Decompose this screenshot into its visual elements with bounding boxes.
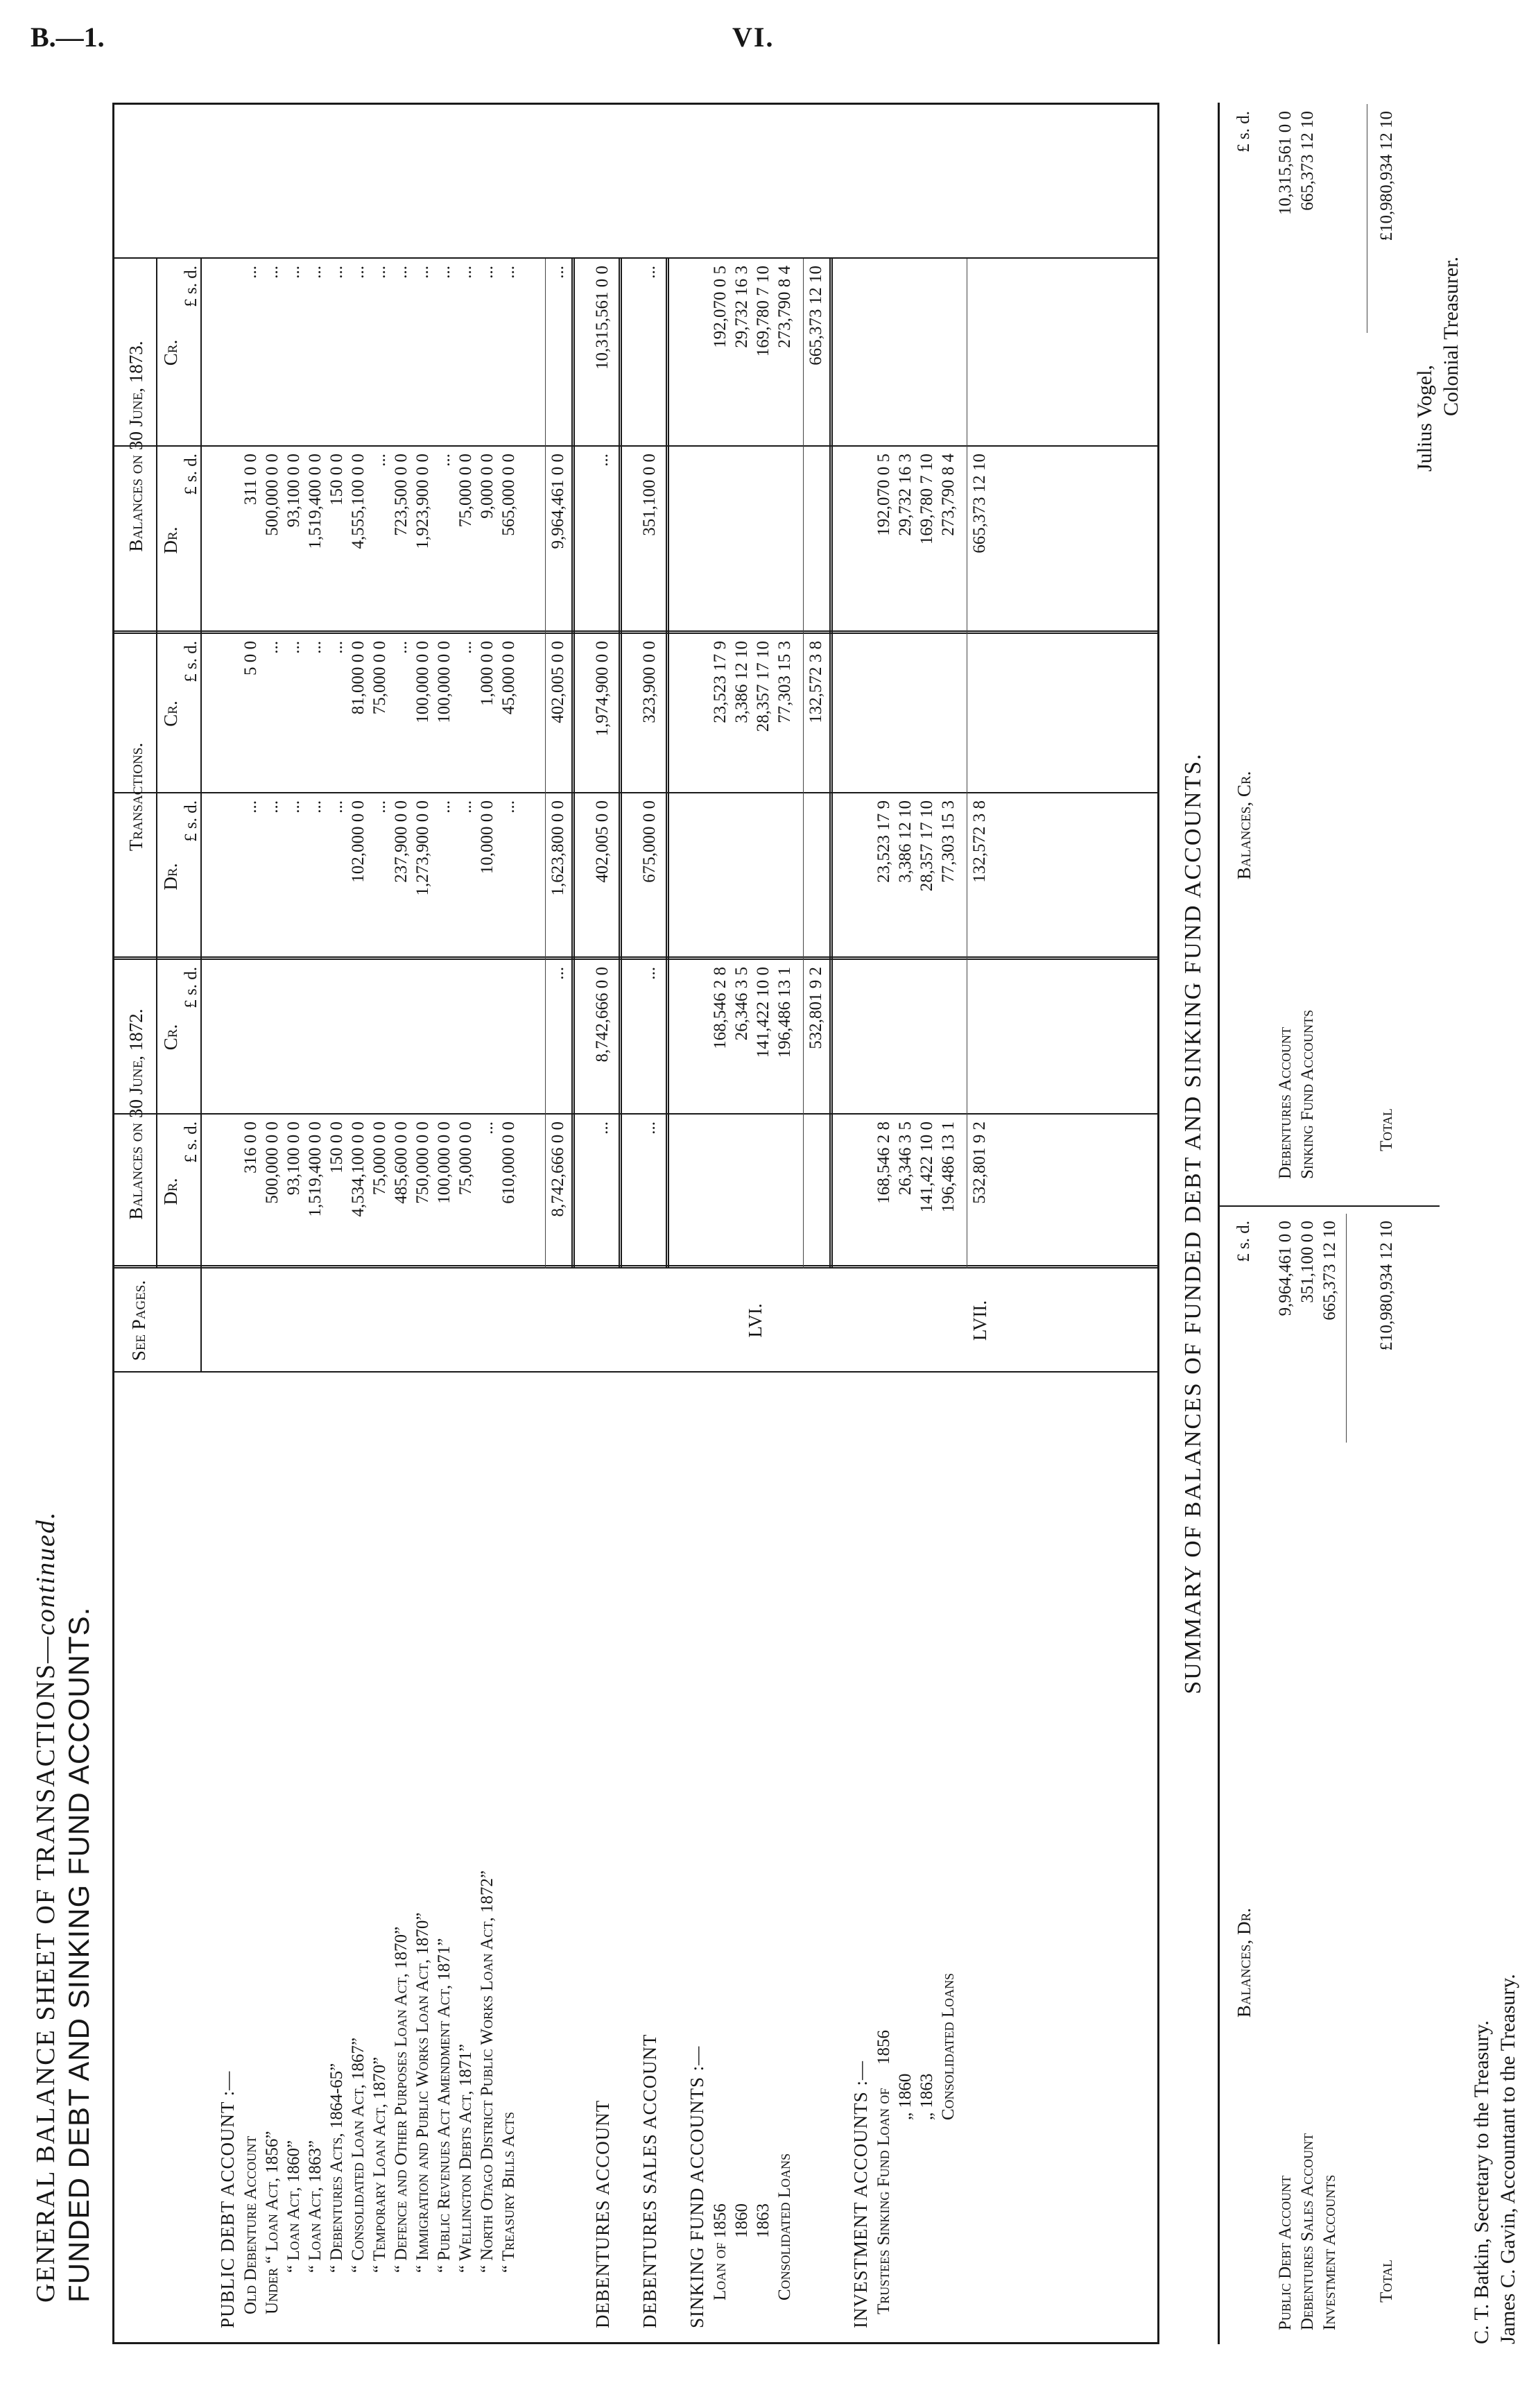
public-debt-1872-dr: 750,000 0 0 (413, 1121, 432, 1204)
sinking-1872-cr: 26,346 3 5 (732, 967, 751, 1041)
rule-public-debt-total (545, 259, 546, 1268)
debentures-account-b73dr: ... (593, 454, 612, 467)
public-debt-total-1872-cr: ... (549, 967, 567, 980)
public-debt-row-label: “ Treasury Bills Acts (499, 2111, 518, 2273)
header-lsd: £ s. d. (182, 454, 200, 495)
public-debt-row-label: “ North Otago District Public Works Loan Act, 1872” (478, 1870, 496, 2273)
header-lsd: £ s. d. (182, 1121, 200, 1163)
public-debt-trans-dr: ... (435, 800, 454, 814)
public-debt-row-label: “ Wellington Debts Act, 1871” (456, 2044, 475, 2273)
summary-cr-heading: Balances, Cr. (1234, 771, 1254, 880)
public-debt-1873-dr: 93,100 0 0 (284, 454, 303, 528)
public-debt-1873-cr: ... (327, 266, 346, 279)
public-debt-1872-dr: 75,000 0 0 (370, 1121, 389, 1196)
public-debt-1872-dr: 4,534,100 0 0 (349, 1121, 368, 1217)
public-debt-trans-cr: 75,000 0 0 (370, 641, 389, 715)
public-debt-1873-dr: 9,000 0 0 (478, 454, 496, 519)
debentures-account-b72cr: 8,742,666 0 0 (593, 967, 612, 1063)
header-transactions: Transactions. (126, 742, 146, 852)
public-debt-trans-dr: ... (284, 800, 303, 814)
summary-cr-lsd: £ s. d. (1234, 111, 1253, 153)
sinking-1872-cr: 141,422 10 0 (754, 967, 772, 1058)
sinking-total-trans-cr: 132,572 3 8 (806, 641, 825, 723)
investment-trans-dr: 3,386 12 10 (896, 800, 915, 883)
public-debt-trans-dr: ... (263, 800, 282, 814)
sinking-row-label: 1860 (732, 2203, 751, 2238)
investment-total-1873-dr: 665,373 12 10 (970, 454, 989, 553)
rule-sinking-end (829, 259, 833, 1268)
rotated-balance-sheet (28, 55, 1519, 2344)
investment-1872-dr: 168,546 2 8 (874, 1121, 893, 1204)
public-debt-1873-dr: 1,519,400 0 0 (306, 454, 325, 549)
public-debt-1872-dr: 500,000 0 0 (263, 1121, 282, 1204)
investment-trans-dr: 23,523 17 9 (874, 800, 893, 883)
header-cr: Cr. (160, 339, 181, 366)
debentures-account-tdr: 402,005 0 0 (593, 800, 612, 883)
sheet-title: GENERAL BALANCE SHEET OF TRANSACTIONS—continued. (31, 1511, 60, 2303)
public-debt-row-label: “ Public Revenues Act Amendment Act, 1871” (435, 1938, 454, 2273)
public-debt-1872-dr: 150 0 0 (327, 1121, 346, 1173)
public-debt-trans-dr: ... (499, 800, 518, 814)
sinking-fund-heading: SINKING FUND ACCOUNTS :— (686, 2045, 707, 2328)
col-rule-1872-cr (114, 1113, 1157, 1115)
summary-cr-total: £10,980,934 12 10 (1377, 111, 1396, 241)
public-debt-1873-dr: 723,500 0 0 (392, 454, 411, 536)
public-debt-1873-cr: ... (370, 266, 389, 279)
public-debt-1873-cr: ... (413, 266, 432, 279)
public-debt-total-1873-dr: 9,964,461 0 0 (549, 454, 567, 549)
sinking-total-1872-cr: 532,801 9 2 (806, 967, 825, 1049)
public-debt-total-1872-dr: 8,742,666 0 0 (549, 1121, 567, 1217)
summary-cr-value: 665,373 12 10 (1298, 111, 1317, 211)
header-lsd: £ s. d. (182, 641, 200, 682)
public-debt-1873-cr: ... (456, 266, 475, 279)
investment-trans-dr: 28,357 17 10 (917, 800, 936, 892)
summary-dr-value: 665,373 12 10 (1320, 1221, 1339, 1321)
investment-1873-dr: 29,732 16 3 (896, 454, 915, 536)
public-debt-1872-dr: 610,000 0 0 (499, 1121, 518, 1204)
public-debt-trans-dr: ... (456, 800, 475, 814)
sinking-1873-cr: 29,732 16 3 (732, 266, 751, 348)
public-debt-1873-cr: ... (306, 266, 325, 279)
page-code: B.—1. (31, 22, 105, 53)
header-dr: Dr. (160, 526, 181, 554)
sinking-row-label: Consolidated Loans (775, 2153, 794, 2300)
summary-cr-value: 10,315,561 0 0 (1276, 111, 1295, 215)
public-debt-1872-dr: 316 0 0 (241, 1121, 260, 1173)
col-rule-see-pages (114, 1371, 1157, 1373)
public-debt-trans-dr: ... (327, 800, 346, 814)
public-debt-trans-dr: 1,273,900 0 0 (413, 800, 432, 896)
header-cr: Cr. (160, 1024, 181, 1051)
public-debt-row-label: “ Consolidated Loan Act, 1867” (349, 2037, 368, 2273)
rule-debentures-end (619, 259, 622, 1268)
public-debt-trans-cr: ... (284, 641, 303, 654)
debentures-sales-account-tcr: 323,900 0 0 (640, 641, 659, 723)
summary-dr-value: 9,964,461 0 0 (1276, 1221, 1295, 1316)
investment-trans-dr: 77,303 15 3 (939, 800, 958, 883)
public-debt-total-1873-cr: ... (549, 266, 567, 279)
sinking-1872-cr: 168,546 2 8 (711, 967, 729, 1049)
signature-vogel: Julius Vogel, (1413, 365, 1436, 472)
public-debt-1873-cr: ... (263, 266, 282, 279)
sinking-1873-cr: 192,070 0 5 (711, 266, 729, 348)
investment-row-label: „ 1863 (917, 2073, 936, 2120)
public-debt-total-trans-dr: 1,623,800 0 0 (549, 800, 567, 896)
investment-1872-dr: 141,422 10 0 (917, 1121, 936, 1213)
public-debt-1873-dr: ... (435, 454, 454, 467)
sinking-trans-cr: 3,386 12 10 (732, 641, 751, 723)
public-debt-trans-cr: ... (456, 641, 475, 654)
debentures-sales-account-label: DEBENTURES SALES ACCOUNT (639, 2033, 660, 2328)
public-debt-trans-dr: ... (241, 800, 260, 814)
header-lsd: £ s. d. (182, 800, 200, 842)
public-debt-1873-cr: ... (241, 266, 260, 279)
public-debt-trans-cr: ... (263, 641, 282, 654)
sinking-1872-cr: 196,486 13 1 (775, 967, 794, 1058)
public-debt-1873-dr: 1,923,900 0 0 (413, 454, 432, 549)
header-cr: Cr. (160, 700, 181, 727)
header-balances-1872: Balances on 30 June, 1872. (126, 1008, 146, 1220)
public-debt-1873-cr: ... (349, 266, 368, 279)
public-debt-1873-dr: 500,000 0 0 (263, 454, 282, 536)
summary-dr-label: Investment Accounts (1320, 2174, 1339, 2330)
summary-dr-total: £10,980,934 12 10 (1377, 1221, 1396, 1351)
investment-1872-dr: 196,486 13 1 (939, 1121, 958, 1213)
investment-see-page: LVII. (969, 1300, 990, 1341)
debentures-sales-account-b73dr: 351,100 0 0 (640, 454, 659, 536)
investment-total-1872-dr: 532,801 9 2 (970, 1121, 989, 1204)
public-debt-1872-dr: 93,100 0 0 (284, 1121, 303, 1196)
public-debt-1873-dr: 150 0 0 (327, 454, 346, 506)
public-debt-trans-cr: 45,000 0 0 (499, 641, 518, 715)
public-debt-1873-cr: ... (284, 266, 303, 279)
sinking-total-1873-cr: 665,373 12 10 (806, 266, 825, 366)
debentures-sales-account-tdr: 675,000 0 0 (640, 800, 659, 883)
debentures-sales-account-b72cr: ... (640, 967, 659, 980)
investment-1873-dr: 192,070 0 5 (874, 454, 893, 536)
public-debt-trans-dr: 237,900 0 0 (392, 800, 411, 883)
public-debt-1873-dr: 4,555,100 0 0 (349, 454, 368, 549)
header-see-pages: See Pages. (128, 1280, 149, 1361)
public-debt-row-label: “ Temporary Loan Act, 1870” (370, 2056, 389, 2273)
investment-heading: INVESTMENT ACCOUNTS :— (850, 2060, 871, 2328)
public-debt-trans-cr: ... (392, 641, 411, 654)
debentures-account-tcr: 1,974,900 0 0 (593, 641, 612, 737)
page-number: VI. (732, 22, 775, 53)
signature-batkin: C. T. Batkin, Secretary to the Treasury. (1470, 2020, 1493, 2344)
public-debt-1873-cr: ... (478, 266, 496, 279)
investment-total-trans-dr: 132,572 3 8 (970, 800, 989, 883)
balance-table (112, 103, 1159, 2344)
signature-vogel-title: Colonial Treasurer. (1440, 257, 1462, 416)
header-lsd: £ s. d. (182, 266, 200, 307)
public-debt-row-label: “ Debentures Acts, 1864-65” (327, 2063, 346, 2273)
public-debt-trans-cr: ... (306, 641, 325, 654)
investment-1873-dr: 169,780 7 10 (917, 454, 936, 545)
public-debt-total-trans-cr: 402,005 0 0 (549, 641, 567, 723)
investment-1872-dr: 26,346 3 5 (896, 1121, 915, 1196)
public-debt-row-label: “ Loan Act, 1863” (306, 2140, 325, 2273)
summary-table (1218, 103, 1440, 2344)
public-debt-trans-cr: 1,000 0 0 (478, 641, 496, 706)
rule-sinking-total (803, 259, 804, 1268)
col-rule-balances-1873 (114, 630, 1157, 634)
summary-dr-total-label: Total (1377, 2260, 1396, 2303)
investment-sub: Trustees Sinking Fund Loan of (874, 2088, 893, 2314)
public-debt-trans-dr: 10,000 0 0 (478, 800, 496, 875)
public-debt-row-label: Old Debenture Account (241, 2135, 260, 2314)
investment-row-label: Consolidated Loans (939, 1972, 958, 2120)
sinking-trans-cr: 77,303 15 3 (775, 641, 794, 723)
public-debt-row-label: “ Loan Act, 1860” (284, 2140, 303, 2273)
sinking-see-page: LVI. (745, 1303, 766, 1338)
summary-dr-heading: Balances, Dr. (1234, 1907, 1254, 2018)
public-debt-trans-dr: ... (370, 800, 389, 814)
header-lsd: £ s. d. (182, 967, 200, 1008)
summary-dr-rule (1346, 1214, 1347, 1443)
rule-public-debt-end (571, 259, 575, 1268)
sinking-row-label: Loan of 1856 (711, 2203, 729, 2300)
public-debt-trans-cr: 100,000 0 0 (413, 641, 432, 723)
public-debt-1872-dr: 485,600 0 0 (392, 1121, 411, 1204)
sinking-trans-cr: 28,357 17 10 (754, 641, 772, 732)
summary-dr-lsd: £ s. d. (1234, 1221, 1253, 1262)
public-debt-1872-dr: 75,000 0 0 (456, 1121, 475, 1196)
public-debt-1873-cr: ... (499, 266, 518, 279)
header-dr: Dr. (160, 1178, 181, 1205)
public-debt-1872-dr: 100,000 0 0 (435, 1121, 454, 1204)
header-dr: Dr. (160, 863, 181, 891)
public-debt-1873-dr: 565,000 0 0 (499, 454, 518, 536)
summary-cr-total-label: Total (1377, 1108, 1396, 1151)
public-debt-heading: PUBLIC DEBT ACCOUNT :— (217, 2070, 238, 2328)
public-debt-trans-cr: 5 0 0 (241, 641, 260, 676)
debentures-account-b72dr: ... (593, 1121, 612, 1135)
sinking-row-label: 1863 (754, 2203, 772, 2238)
public-debt-1872-dr: 1,519,400 0 0 (306, 1121, 325, 1217)
signature-gavin: James C. Gavin, Accountant to the Treasury. (1496, 1974, 1519, 2344)
summary-dr-label: Public Debt Account (1276, 2175, 1295, 2330)
public-debt-1873-dr: 311 0 0 (241, 454, 260, 506)
sheet-subtitle: FUNDED DEBT AND SINKING FUND ACCOUNTS. (62, 1606, 95, 2303)
public-debt-1873-cr: ... (435, 266, 454, 279)
public-debt-1873-dr: 75,000 0 0 (456, 454, 475, 528)
public-debt-1873-cr: ... (392, 266, 411, 279)
public-debt-trans-cr: ... (327, 641, 346, 654)
sinking-trans-cr: 23,523 17 9 (711, 641, 729, 723)
header-rule-group (156, 259, 157, 1268)
summary-dr-label: Debentures Sales Account (1298, 2133, 1317, 2330)
summary-dr-value: 351,100 0 0 (1298, 1221, 1317, 1303)
summary-cr-label: Debentures Account (1276, 1027, 1295, 1179)
rule-debentures-sales-end (666, 259, 669, 1268)
debentures-sales-account-b72dr: ... (640, 1121, 659, 1135)
debentures-account-b73cr: 10,315,561 0 0 (593, 266, 612, 370)
summary-title: SUMMARY OF BALANCES OF FUNDED DEBT AND SINKING FUND ACCOUNTS. (1180, 752, 1206, 1694)
public-debt-trans-cr: 100,000 0 0 (435, 641, 454, 723)
public-debt-trans-dr: 102,000 0 0 (349, 800, 368, 883)
public-debt-row-label: Under “ Loan Act, 1856” (263, 2131, 282, 2314)
public-debt-row-label: “ Immigration and Public Works Loan Act, 1870” (413, 1912, 432, 2273)
public-debt-trans-cr: 81,000 0 0 (349, 641, 368, 715)
summary-cr-label: Sinking Fund Accounts (1298, 1010, 1317, 1179)
col-rule-1873-cr (114, 445, 1157, 447)
sinking-1873-cr: 273,790 8 4 (775, 266, 794, 348)
debentures-sales-account-b73cr: ... (640, 266, 659, 279)
sinking-1873-cr: 169,780 7 10 (754, 266, 772, 357)
investment-1873-dr: 273,790 8 4 (939, 454, 958, 536)
investment-row-label: 1856 (874, 2030, 893, 2065)
public-debt-1872-dr: ... (478, 1121, 496, 1135)
col-rule-end (114, 257, 1157, 259)
public-debt-1873-dr: ... (370, 454, 389, 467)
public-debt-trans-dr: ... (306, 800, 325, 814)
investment-row-label: „ 1860 (896, 2073, 915, 2120)
public-debt-row-label: “ Defence and Other Purposes Loan Act, 1870” (392, 1926, 411, 2273)
header-balances-1873: Balances on 30 June, 1873. (126, 341, 146, 552)
debentures-account-label: DEBENTURES ACCOUNT (592, 2099, 613, 2328)
